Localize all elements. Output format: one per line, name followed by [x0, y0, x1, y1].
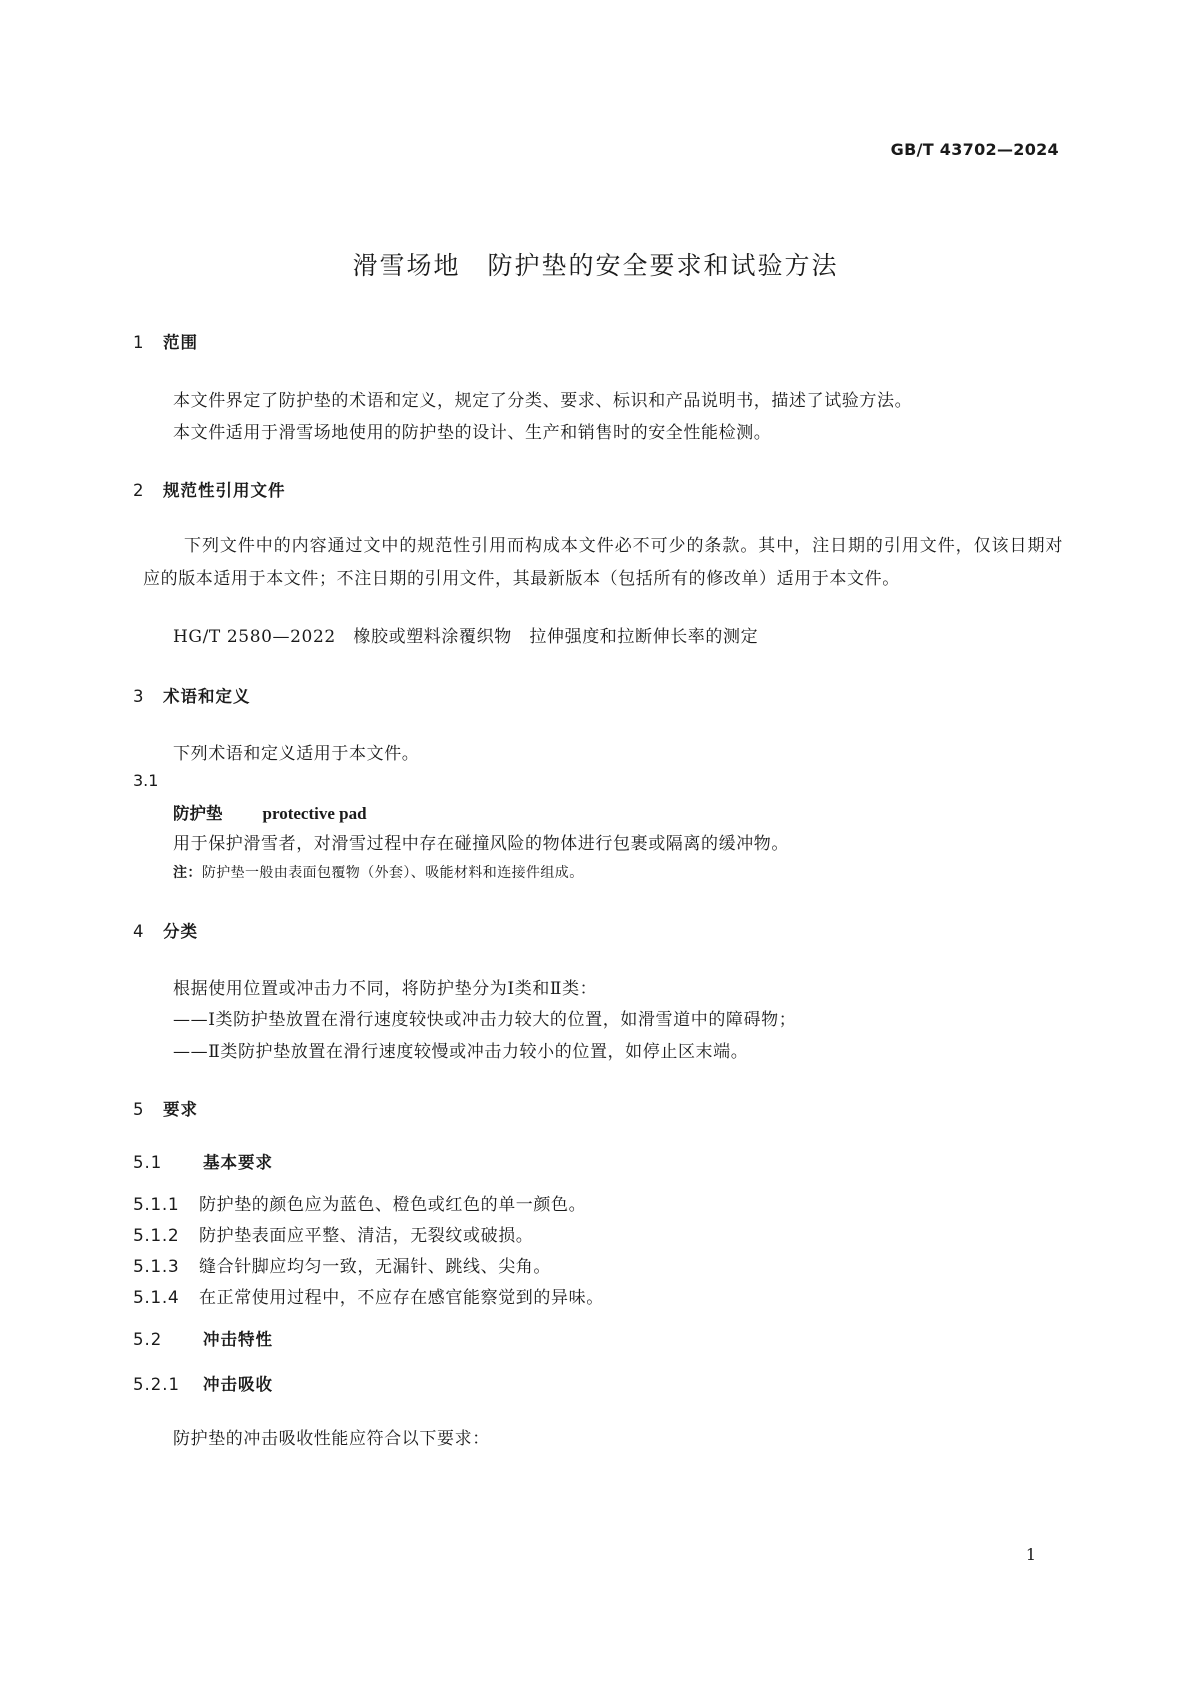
section-4-heading	[133, 918, 198, 942]
document-title: 滑雪场地 防护垫的安全要求和试验方法	[352, 251, 839, 280]
clause-number: 5.1.2	[133, 1226, 180, 1246]
section-1-heading	[133, 329, 198, 353]
subsection-5-2-heading	[133, 1326, 273, 1350]
section-3-paragraph: 下列术语和定义适用于本文件。	[173, 744, 420, 764]
section-number: 4	[133, 922, 145, 941]
clause-5-1-3	[133, 1252, 551, 1277]
clause-number: 5.1.4	[133, 1288, 180, 1308]
subsection-title: 冲击特性	[203, 1330, 273, 1349]
section-number: 2	[133, 481, 145, 500]
classification-item-2: ——Ⅱ类防护垫放置在滑行速度较慢或冲击力较小的位置，如停止区末端。	[173, 1042, 749, 1062]
term-number: 3.1	[133, 771, 159, 790]
clause-5-1-2	[133, 1221, 533, 1246]
section-5-2-1-paragraph: 防护垫的冲击吸收性能应符合以下要求：	[173, 1429, 490, 1449]
section-3-heading	[133, 683, 251, 707]
clause-text: 缝合针脚应均匀一致，无漏针、跳线、尖角。	[199, 1257, 551, 1277]
term-english: protective pad	[262, 804, 367, 823]
subsection-title: 冲击吸收	[203, 1375, 273, 1394]
clause-5-1-4	[133, 1283, 604, 1308]
clause-text: 防护垫表面应平整、清洁，无裂纹或破损。	[199, 1226, 534, 1246]
page-number: 1	[1025, 1545, 1036, 1564]
subsection-5-2-1-heading	[133, 1371, 273, 1395]
note-label: 注：	[173, 865, 202, 881]
subsection-5-1-heading	[133, 1149, 273, 1173]
section-title: 范围	[163, 333, 198, 352]
section-4-paragraph: 根据使用位置或冲击力不同，将防护垫分为Ⅰ类和Ⅱ类：	[173, 979, 598, 999]
section-2-heading	[133, 477, 286, 501]
term-definition: 用于保护滑雪者，对滑雪过程中存在碰撞风险的物体进行包裹或隔离的缓冲物。	[173, 834, 789, 854]
section-title: 分类	[163, 922, 198, 941]
clause-number: 5.1.3	[133, 1257, 180, 1277]
clause-number: 5.1.1	[133, 1195, 180, 1215]
section-2-paragraph: 下列文件中的内容通过文中的规范性引用而构成本文件必不可少的条款。其中，注日期的引用文件，仅该日期对应的版本适用于本文件；不注日期的引用文件，其最新版本（包括所有的修改单）适用于本文件。	[143, 536, 1063, 589]
note-text: 防护垫一般由表面包覆物（外套）、吸能材料和连接件组成。	[201, 865, 584, 881]
clause-text: 防护垫的颜色应为蓝色、橙色或红色的单一颜色。	[199, 1195, 587, 1215]
section-1-paragraph-2: 本文件适用于滑雪场地使用的防护垫的设计、生产和销售时的安全性能检测。	[173, 423, 772, 443]
classification-item-1: ——Ⅰ类防护垫放置在滑行速度较快或冲击力较大的位置，如滑雪道中的障碍物；	[173, 1010, 797, 1030]
term-note	[173, 862, 584, 882]
clause-5-1-1	[133, 1190, 586, 1215]
subsection-number: 5.2	[133, 1330, 163, 1349]
clause-text: 在正常使用过程中，不应存在感官能察觉到的异味。	[199, 1288, 604, 1308]
term-entry	[173, 800, 367, 824]
section-title: 要求	[163, 1100, 198, 1119]
section-title: 术语和定义	[163, 687, 251, 706]
subsection-number: 5.1	[133, 1153, 163, 1172]
normative-reference: HG/T 2580—2022 橡胶或塑料涂覆织物 拉伸强度和拉断伸长率的测定	[173, 627, 759, 647]
section-number: 5	[133, 1100, 145, 1119]
term-chinese: 防护垫	[173, 804, 223, 823]
section-number: 3	[133, 687, 145, 706]
subsection-title: 基本要求	[203, 1153, 273, 1172]
section-5-heading	[133, 1096, 198, 1120]
subsection-number: 5.2.1	[133, 1375, 180, 1394]
section-number: 1	[133, 333, 145, 352]
section-1-paragraph-1: 本文件界定了防护垫的术语和定义，规定了分类、要求、标识和产品说明书，描述了试验方法。	[173, 391, 913, 411]
standard-number: GB/T 43702—2024	[890, 140, 1059, 159]
section-title: 规范性引用文件	[163, 481, 286, 500]
